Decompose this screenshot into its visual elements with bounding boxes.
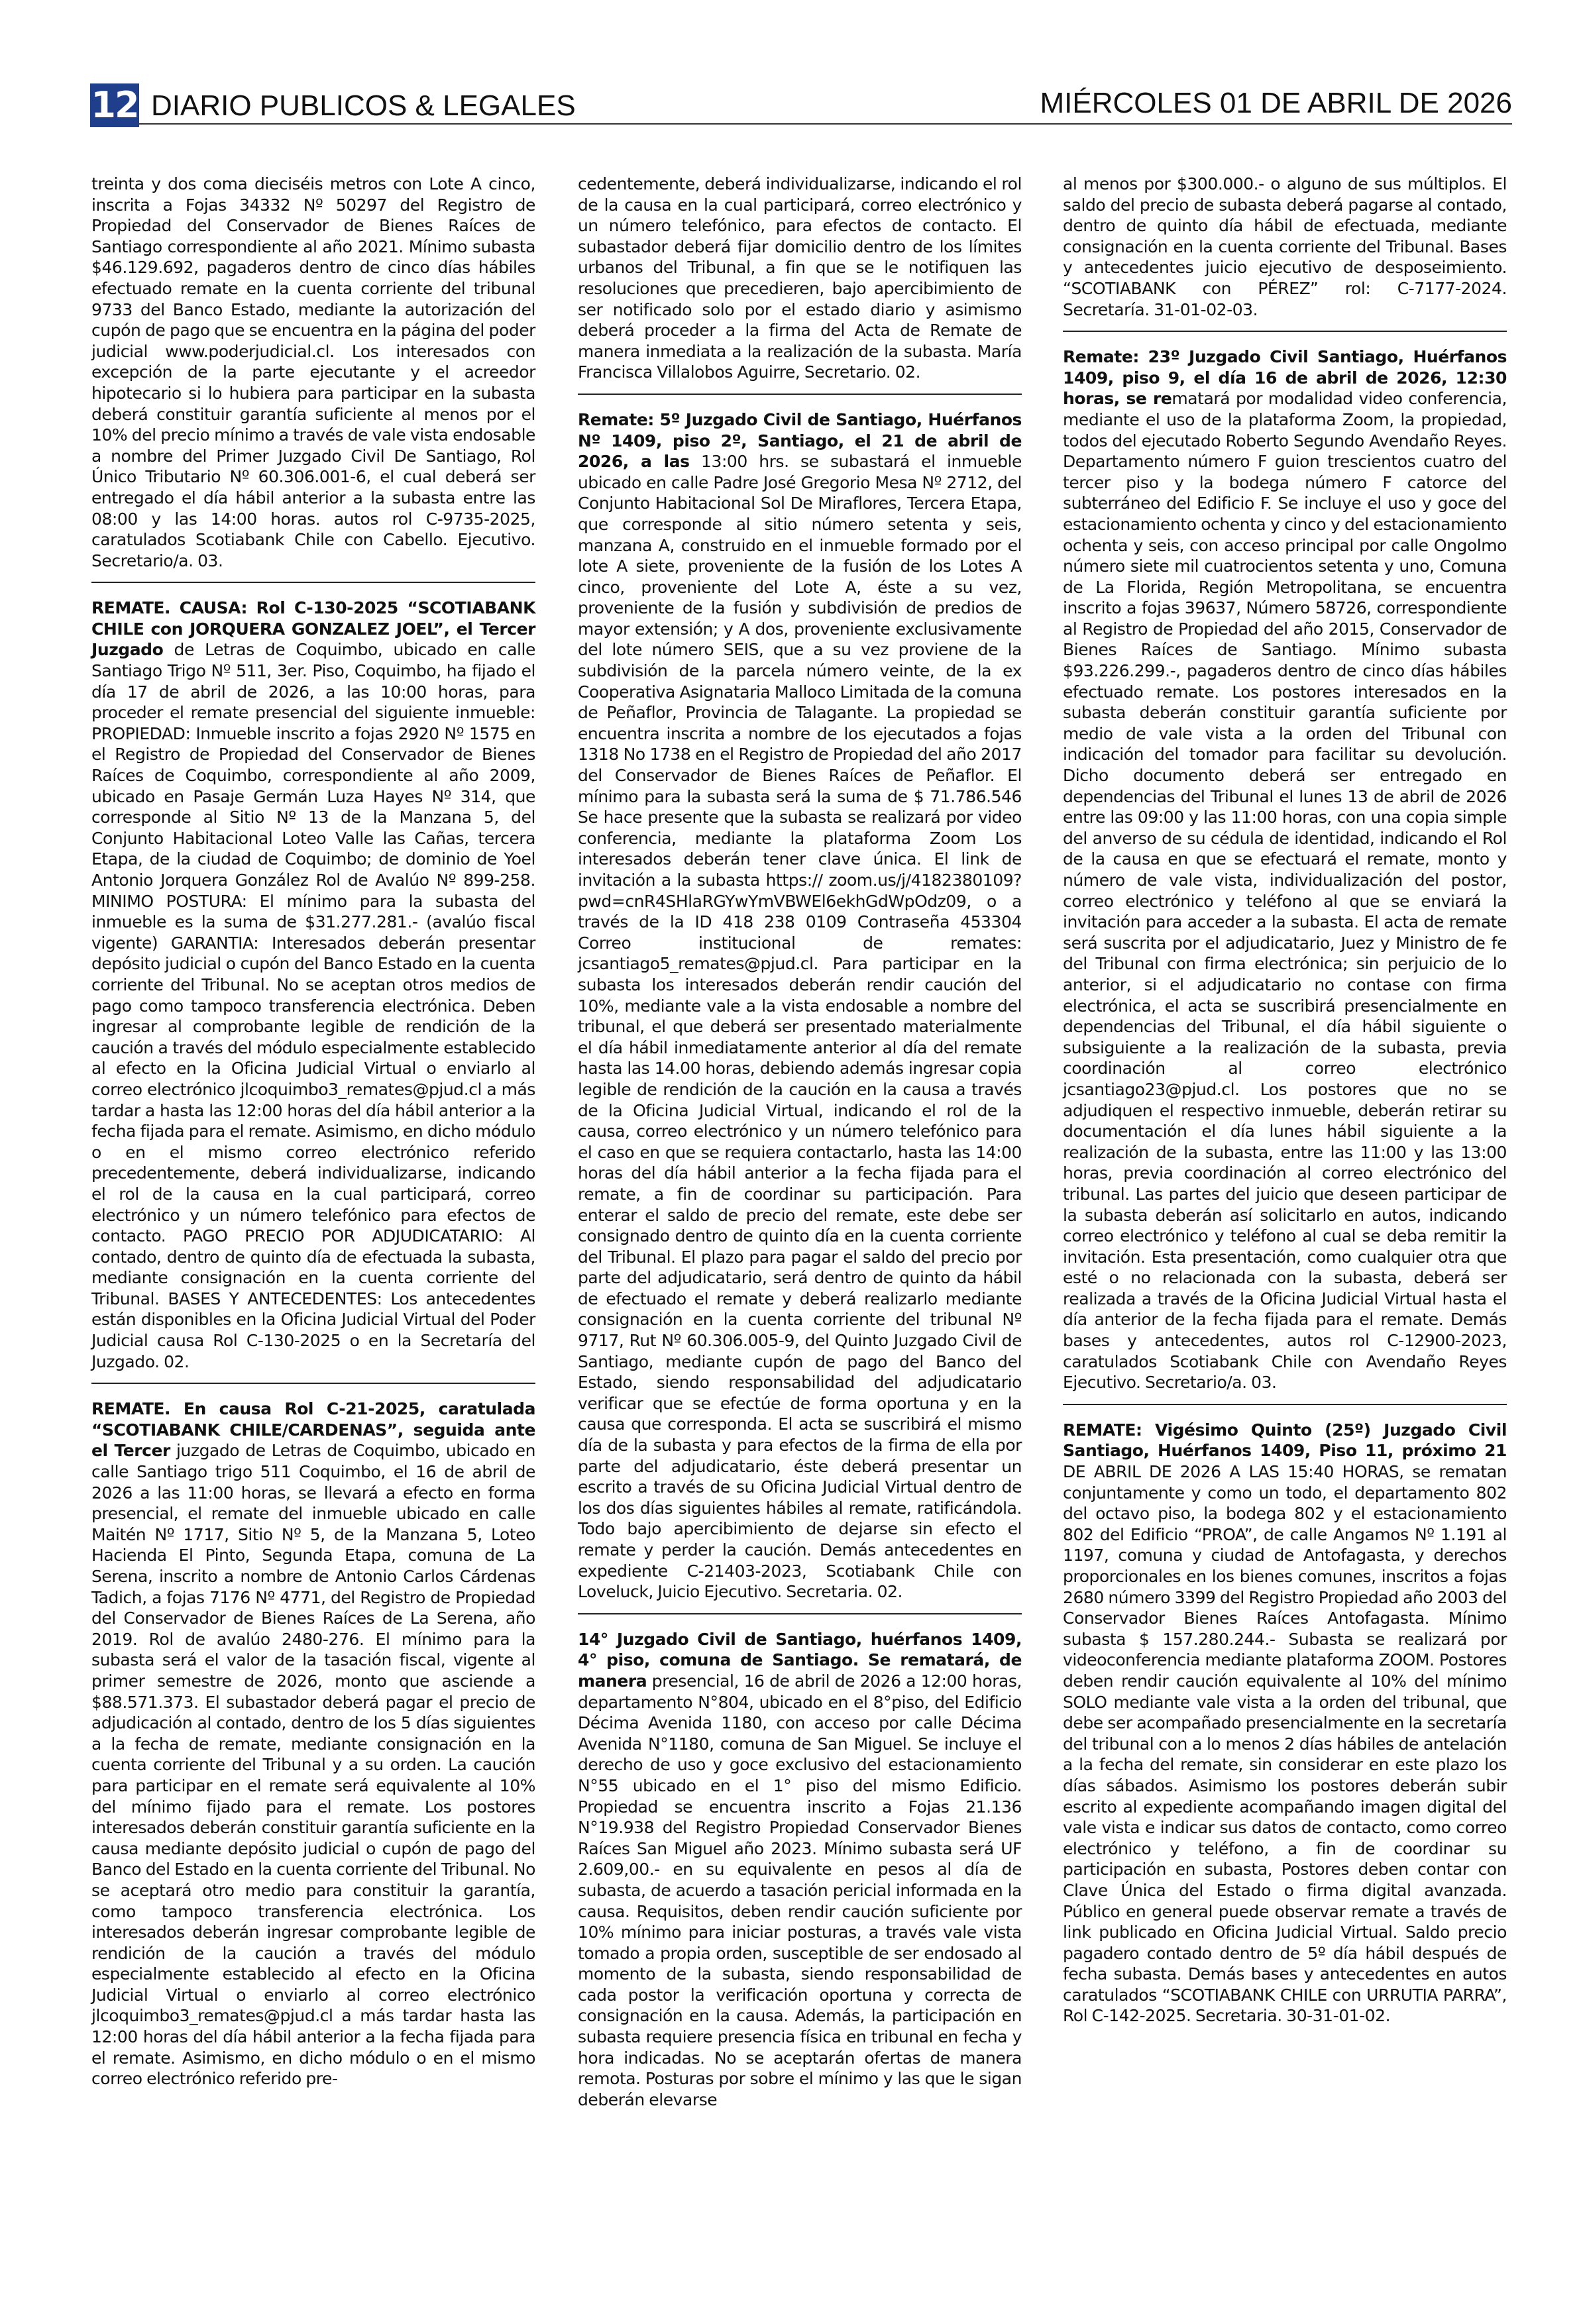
column-2: [578, 174, 1022, 2110]
notice-divider: [1063, 331, 1507, 332]
notice-heading: REMATE: Vigésimo Quinto (25º) Juzgado Civil Santiago, Huérfanos 1409, Piso 11, próximo 21: [1063, 1420, 1507, 1461]
notice-heading: REMATE. En causa Rol C-21-2025, caratulada “SCOTIABANK CHILE/CARDENAS”, seguida ante el Tercer: [91, 1399, 535, 1461]
notice-continuation: [1063, 174, 1507, 320]
notice-body: de Letras de Coquimbo, ubicado en calle Santiago Trigo Nº 511, 3er. Piso, Coquimbo, ha fijado el día 17 de abril de 2026, a las 10:00 horas, para proceder el remate presencial del siguiente inmueble: PROPIEDAD: Inmueble inscrito a fojas 2920 Nº 1575 en el Registro de Propiedad del Conservador de Bienes Raíces de Coquimbo, correspondiente al año 2009, ubicado en Pasaje Germán Luza Hayes Nº 314, que corresponde al Sitio Nº 13 de la Manzana 5, del Conjunto Habitacional Loteo Valle las Cañas, tercera Etapa, de la ciudad de Coquimbo; de dominio de Yoel Antonio Jorquera González Rol de Avalúo Nº 899-258. MINIMO POSTURA: El mínimo para la subasta del inmueble es la suma de $31.277.281.- (avalúo fiscal vigente) GARANTIA: Interesados deberán presentar depósito judicial o cupón del Banco Estado en la cuenta corriente del Tribunal. No se aceptan otros medios de pago como tampoco transferencia electrónica. Deben ingresar al comprobante legible de rendición de la caución a través del módulo especialmente establecido al efecto en la Oficina Judicial Virtual o enviarlo al correo electrónico jlcoquimbo3_remates@pjud.cl a más tardar a hasta las 12:00 horas del día hábil anterior a la fecha fijada para el remate. Asimismo, en dicho módulo o en el mismo correo electrónico referido precedentemente, deberá individualizarse, indicando el rol de la causa en la cual participará, correo electrónico y un número telefónico para efectos de contacto. PAGO PRECIO POR ADJUDICATARIO: Al contado, dentro de quinto día de efectuada la subasta, mediante consignación en la cuenta corriente del Tribunal. BASES Y ANTECEDENTES: Los antecedentes están disponibles en la Oficina Judicial Virtual del Poder Judicial causa Rol C-130-2025 o en la Secretaría del Juzgado. 02.: [91, 640, 535, 1371]
notice-body: al menos por $300.000.- o alguno de sus múltiplos. El saldo del precio de subasta deberá pagarse al contado, dentro de quinto día hábil de efectuada, mediante consignación en la cuenta corriente del Tribunal. Bases y antecedentes juicio ejecutivo de desposeimiento. “SCOTIABANK con PÉREZ” rol: C-7177-2024. Secretaría. 31-01-02-03.: [1063, 174, 1507, 319]
notice-heading: Remate: 23º Juzgado Civil Santiago, Huérfanos 1409, piso 9, el día 16 de abril de 2026, 12:30 horas, se re: [1063, 347, 1507, 409]
notice-remate-23-juzgado: [1063, 346, 1507, 1393]
notice-continuation: [578, 174, 1022, 383]
column-1: [91, 174, 535, 2089]
notice-body: cedentemente, deberá individualizarse, indicando el rol de la causa en la cual participará, correo electrónico y un número telefónico, para efectos de contacto. El subastador deberá fijar domicilio dentro de los límites urbanos del Tribunal, a fin que se le notifiquen las resoluciones que precedieren, bajo apercibimiento de ser notificado solo por el estado diario y asimismo deberá proceder a la firma del Acta de Remate de manera inmediata a la realización de la subasta. María Francisca Villalobos Aguirre, Secretario. 02.: [578, 174, 1022, 382]
notice-heading: REMATE. CAUSA: Rol C-130-2025 “SCOTIABANK CHILE con JORQUERA GONZALEZ JOEL”, el Tercer Juzgado: [91, 598, 535, 660]
notice-remate-c130: [91, 598, 535, 1372]
notice-body: juzgado de Letras de Coquimbo, ubicado en calle Santiago trigo 511 Coquimbo, el 16 de abril de 2026 a las 11:00 horas, se llevará a efecto en forma presencial, el remate del inmueble ubicado en calle Maitén Nº 1717, Sitio Nº 5, de la Manzana 5, Loteo Hacienda El Pinto, Segunda Etapa, comuna de La Serena, inscrito a nombre de Antonio Carlos Cárdenas Tadich, a fojas 7176 Nº 4771, del Registro de Propiedad del Conservador de Bienes Raíces de La Serena, año 2019. Rol de avalúo 2480-276. El mínimo para la subasta será el valor de la tasación fiscal, vigente al primer semestre de 2026, monto que asciende a $88.571.373. El subastador deberá pagar el precio de adjudicación al contado, dentro de los 5 días siguientes a la fecha de remate, mediante consignación en la cuenta corriente del Tribunal y a su orden. La caución para participar en el remate será equivalente al 10% del mínimo fijado para el remate. Los postores interesados deberán constituir garantía suficiente en la causa mediante depósito judicial o cupón de pago del Banco del Estado en la cuenta corriente del Tribunal. No se aceptará otro medio para constituir la garantía, como tampoco transferencia electrónica. Los interesados deberán ingresar comprobante legible de rendición de la caución a través del módulo especialmente establecido al efecto en la Oficina Judicial Virtual o enviarlo al correo electrónico jlcoquimbo3_remates@pjud.cl a más tardar hasta las 12:00 horas del día hábil anterior a la fecha fijada para el remate. Asimismo, en dicho módulo o en el mismo correo electrónico referido pre-: [91, 1441, 535, 2089]
notice-divider: [578, 394, 1022, 395]
notice-divider: [578, 1613, 1022, 1614]
page-number: 12: [91, 84, 138, 126]
page-header: [90, 83, 1512, 125]
notice-continuation: [91, 174, 535, 571]
notice-heading: 14° Juzgado Civil de Santiago, huérfanos 1409, 4° piso, comuna de Santiago. Se rematará, de manera: [578, 1629, 1022, 1691]
notice-body: presencial, 16 de abril de 2026 a 12:00 horas, departamento N°804, ubicado en el 8°piso, del Edificio Décima Avenida 1180, con acceso por calle Décima Avenida N°1180, comuna de San Miguel. Se incluye el derecho de uso y goce exclusivo del estacionamiento N°55 ubicado en el 1° piso del mismo Edificio. Propiedad se encuentra inscrito a Fojas 21.136 N°19.938 del Registro Propiedad Conservador Bienes Raíces San Miguel año 2023. Mínimo subasta será UF 2.609,00.- en su equivalente en pesos al día de subasta, de acuerdo a tasación pericial informada en la causa. Requisitos, deben rendir caución suficiente por 10% mínimo para iniciar posturas, a través vale vista tomado a propia orden, susceptible de ser endosado al momento de la subasta, siendo responsabilidad de cada postor la verificación oportuna y correcta de consignación en la causa. Además, la participación en subasta requiere presencia física en tribunal en fecha y hora indicadas. No se aceptarán ofertas de manera remota. Posturas por sobre el mínimo y las que le sigan deberán elevarse: [578, 1671, 1022, 2109]
notice-body: DE ABRIL DE 2026 A LAS 15:40 HORAS, se rematan conjuntamente y como un todo, el departamento 802 del octavo piso, la bodega 802 y el estacionamiento 802 del Edificio “PROA”, de calle Angamos Nº 1.191 al 1197, comuna y ciudad de Antofagasta, y derechos proporcionales en los bienes comunes, inscritos a fojas 2680 número 3399 del Registro Propiedad año 2003 del Conservador Bienes Raíces Antofagasta. Mínimo subasta $ 157.280.244.- Subasta se realizará por videoconferencia mediante plataforma ZOOM. Postores deben rendir caución equivalente al 10% del mínimo SOLO mediante vale vista a la orden del tribunal, que debe ser acompañado presencialmente en la secretaría del tribunal con a lo menos 2 días hábiles de antelación a la fecha del remate, sin considerar en este plazo los días sábados. Asimismo los postores deberán subir escrito al expediente acompañando imagen digital del vale vista e indicar sus datos de contacto, como correo electrónico y teléfono, a fin de coordinar su participación en subasta, Postores deben contar con Clave Única del Estado o firma digital avanzada. Público en general puede observar remate a través de link publicado en Oficina Judicial Virtual. Saldo precio pagadero contado dentro de 5º día hábil después de fecha subasta. Demás bases y antecedentes en autos caratulados “SCOTIABANK CHILE con URRUTIA PARRA”, Rol C-142-2025. Secretaria. 30-31-01-02.: [1063, 1462, 1507, 2026]
notice-remate-25-juzgado: [1063, 1420, 1507, 2027]
notice-remate-5-juzgado: [578, 409, 1022, 1603]
header-rule: [139, 123, 1512, 125]
publication-name: DIARIO PUBLICOS & LEGALES: [151, 89, 576, 122]
notice-remate-14-juzgado: [578, 1629, 1022, 2111]
notice-heading: Remate: 5º Juzgado Civil de Santiago, Huérfanos Nº 1409, piso 2º, Santiago, el 21 de abril de 2026, a las: [578, 409, 1022, 472]
notice-body: matará por modalidad video conferencia, mediante el uso de la plataforma Zoom, la propiedad, todos del ejecutado Roberto Segundo Avendaño Reyes. Departamento número F guion trescientos cuatro del tercer piso y la bodega número F catorce del subterráneo del Edificio F. Se incluye el uso y goce del estacionamiento ochenta y cinco y del estacionamiento ochenta y seis, con acceso principal por calle Ongolmo número siete mil cuatrocientos setenta y uno, Comuna de La Florida, Región Metropolitana, se encuentra inscrito a fojas 39637, Número 58726, correspondiente al Registro de Propiedad del año 2015, Conservador de Bienes Raíces de Santiago. Mínimo subasta $93.226.299.-, pagaderos dentro de cinco días hábiles efectuado remate. Los postores interesados en la subasta deberán constituir garantía suficiente por medio de vale vista a la orden del Tribunal con indicación del tomador para facilitar su devolución. Dicho documento deberá ser entregado en dependencias del Tribunal el lunes 13 de abril de 2026 entre las 09:00 y las 11:00 horas, con una copia simple del anverso de su cédula de identidad, indicando el Rol de la causa en que se efectuará el remate, monto y número de vale vista, individualización del postor, correo electrónico y teléfono al que se enviará la invitación para acceder a la subasta. El acta de remate será suscrita por el adjudicatario, Juez y Ministro de fe del Tribunal con firma electrónica; sin perjuicio de lo anterior, si el adjudicatario no contase con firma electrónica, el acta se suscribirá presencialmente en dependencias del Tribunal, el día hábil siguiente o subsiguiente a la realización de la subasta, previa coordinación al correo electrónico jcsantiago23@pjud.cl. Los postores que no se adjudiquen el respectivo inmueble, deberán retirar su documentación el día lunes hábil siguiente a la realización de la subasta, entre las 11:00 y las 13:00 horas, previa coordinación al correo electrónico del tribunal. Las partes del juicio que deseen participar de la subasta deberán así solicitarlo en autos, indicando correo electrónico y teléfono al cual se deba remitir la invitación. Esta presentación, como cualquier otra que esté o no relacionada con la subasta, deberá ser realizada a través de la Oficina Judicial Virtual hasta el día anterior de la fecha fijada para el remate. Demás bases y antecedentes, autos rol C-12900-2023, caratulados Scotiabank Chile con Avendaño Reyes Ejecutivo. Secretario/a. 03.: [1063, 389, 1507, 1393]
notice-divider: [91, 1383, 535, 1384]
notice-divider: [91, 582, 535, 583]
notice-remate-c21: [91, 1399, 535, 2089]
notice-divider: [1063, 1404, 1507, 1405]
notice-body: 13:00 hrs. se subastará el inmueble ubicado en calle Padre José Gregorio Mesa Nº 2712, del Conjunto Habitacional Sol De Miraflores, Tercera Etapa, que corresponde al sitio número setenta y seis, manzana A, construido en el inmueble formado por el lote A siete, proveniente de la fusión de los Lotes A cinco, proveniente del Lote A, éste a su vez, proveniente de la fusión y subdivisión de predios de mayor extensión; y A dos, proveniente exclusivamente del lote número SEIS, que a su vez proviene de la subdivisión de la parcela número veinte, de la ex Cooperativa Asignataria Malloco Limitada de la comuna de Peñaflor, Provincia de Talagante. La propiedad se encuentra inscrita a nombre de los ejecutados a fojas 1318 No 1738 en el Registro de Propiedad del año 2017 del Conservador de Bienes Raíces de Peñaflor. El mínimo para la subasta será la suma de $ 71.786.546 Se hace presente que la subasta se realizará por video conferencia, mediante la plataforma Zoom Los interesados deberán tener clave única. El link de invitación a la subasta https:// zoom.us/j/4182380109?pwd=cnR4SHlaRGYwYmVBWEl6ekhGdWpOdz09, o a través de la ID 418 238 0109 Contraseña 453304 Correo institucional de remates: jcsantiago5_remates@pjud.cl. Para participar en la subasta los interesados deberán rendir caución del 10%, mediante vale a la vista endosable a nombre del tribunal, el que deberá ser presentado materialmente el día hábil inmediatamente anterior al día del remate hasta las 14.00 horas, debiendo además ingresar copia legible de rendición de la caución en la causa a través de la Oficina Judicial Virtual, indicando el rol de la causa, correo electrónico y un número telefónico para el caso en que se requiera contactarlo, hasta las 14:00 horas del día hábil anterior a la fecha fijada para el remate, a fin de coordinar su participación. Para enterar el saldo de precio del remate, este debe ser consignado dentro de quinto día en la cuenta corriente del Tribunal. El plazo para pagar el saldo del precio por parte del adjudicatario, será dentro de quinto da hábil de efectuado el remate y deberá realizarlo mediante consignación en la cuenta corriente del tribunal Nº 9717, Rut Nº 60.306.005-9, del Quinto Juzgado Civil de Santiago, mediante cupón de pago del Banco del Estado, siendo responsabilidad del adjudicatario verificar que se efectúe de forma oportuna y en la causa que corresponda. El acta se suscribirá el mismo día de la subasta y para efectos de la firma de ella por parte del adjudicatario, éste deberá presentar un escrito a través de su Oficina Judicial Virtual dentro de los dos días siguientes hábiles al remate, ratificándola. Todo bajo apercibimiento de dejarse sin efecto el remate y perder la caución. Demás antecedentes en expediente C-21403-2023, Scotiabank Chile con Loveluck, Juicio Ejecutivo. Secretaria. 02.: [578, 452, 1022, 1602]
publication-date: MIÉRCOLES 01 DE ABRIL DE 2026: [1040, 87, 1512, 119]
notice-body: treinta y dos coma dieciséis metros con Lote A cinco, inscrita a Fojas 34332 Nº 50297 del Registro de Propiedad del Conservador de Bienes Raíces de Santiago correspondiente al año 2021. Mínimo subasta $46.129.692, pagaderos dentro de cinco días hábiles efectuado remate en la cuenta corriente del tribunal 9733 del Banco Estado, mediante la autorización del cupón de pago que se encuentra en la página del poder judicial www.poderjudicial.cl. Los interesados con excepción de la parte ejecutante y el acreedor hipotecario si lo hubiera para participar en la subasta deberá constituir garantía suficiente al menos por el 10% del precio mínimo a través de vale vista endosable a nombre del Primer Juzgado Civil De Santiago, Rol Único Tributario Nº 60.306.001-6, el cual deberá ser entregado el día hábil anterior a la subasta entre las 08:00 y las 14:00 horas. autos rol C-9735-2025, caratulados Scotiabank Chile con Cabello. Ejecutivo. Secretario/a. 03.: [91, 174, 535, 570]
column-3: [1063, 174, 1507, 2027]
